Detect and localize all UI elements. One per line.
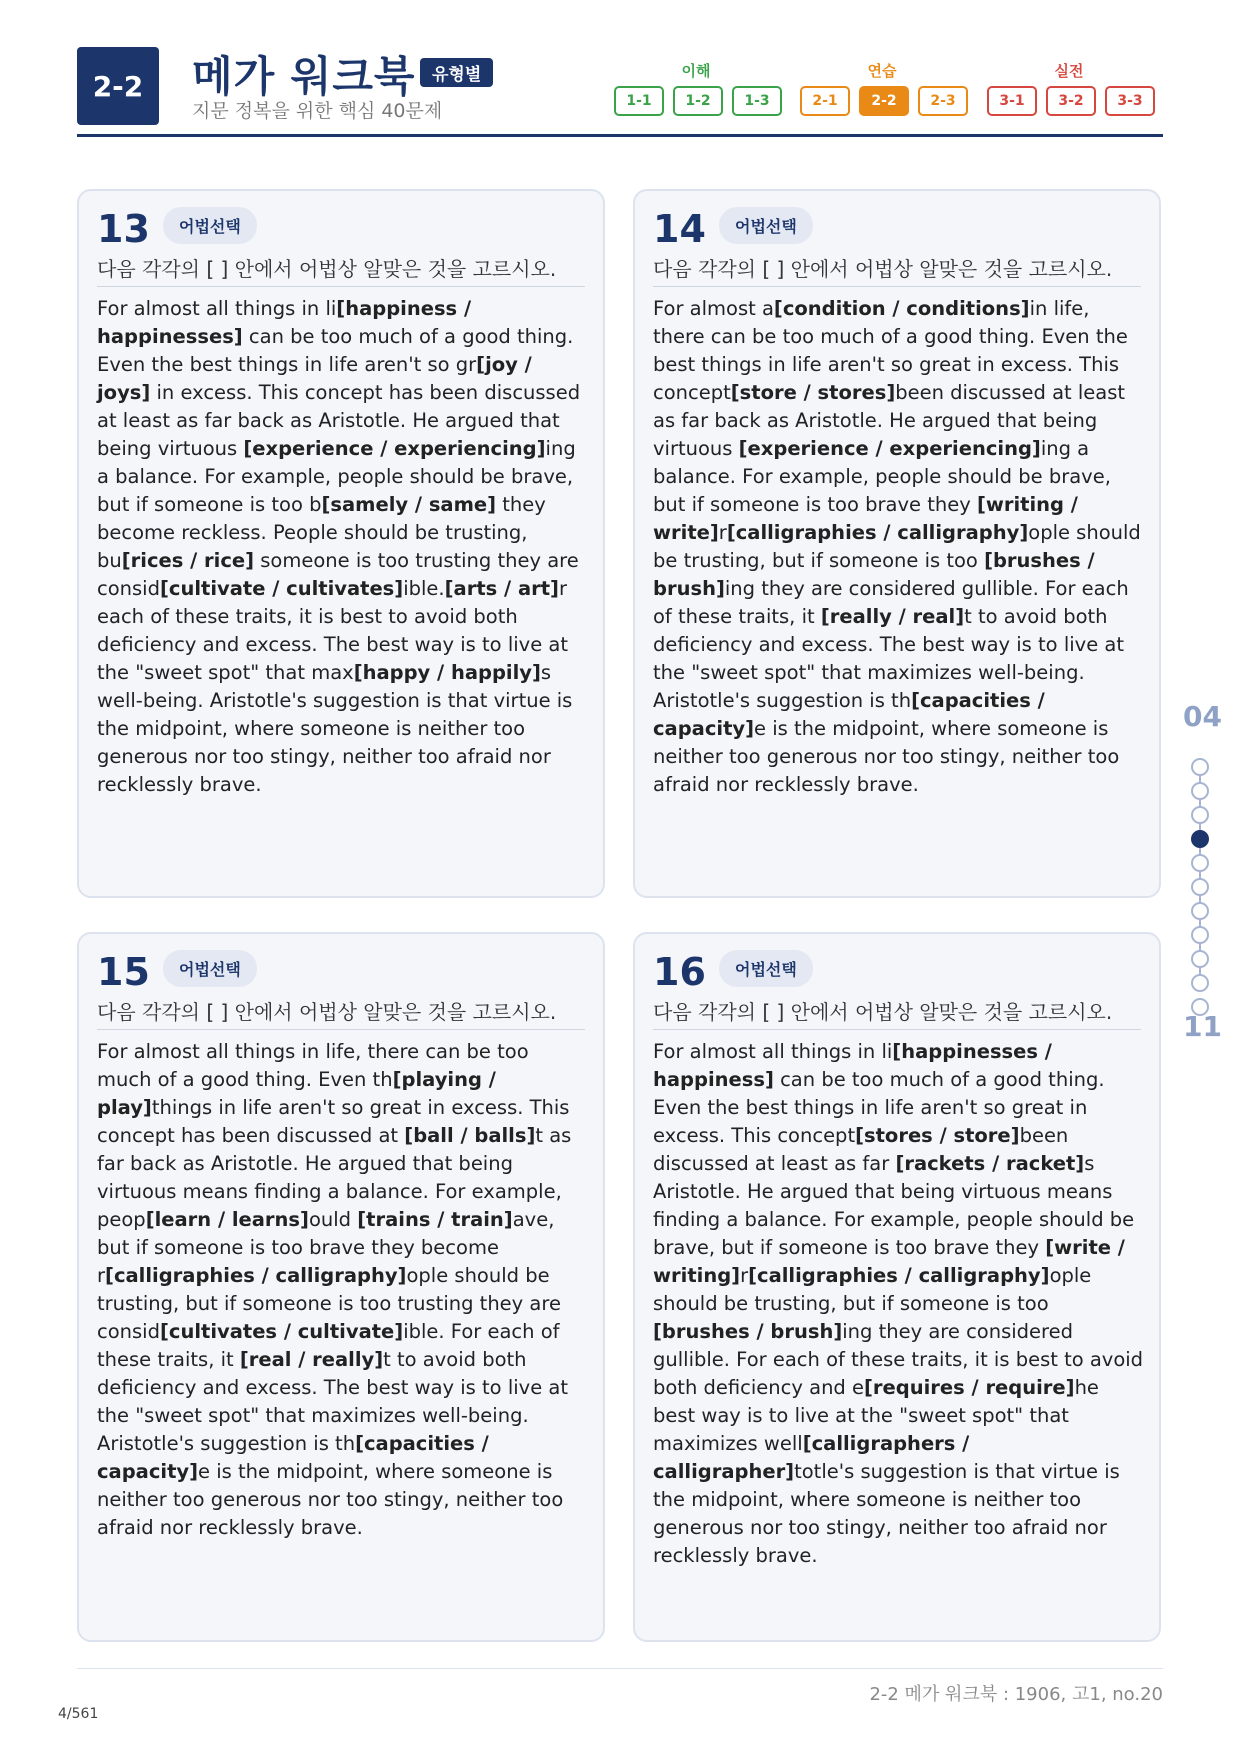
passage-segment: t to avoid both deficiency and excess. The best way is to live at the "sweet spot" that maximizes well-being. Aristotle's suggestion is th (653, 605, 1124, 712)
grammar-choice: [requires / require] (864, 1376, 1075, 1399)
grammar-choice: [writing / write] (653, 493, 1078, 544)
footer-source: 2-2 메가 워크북 : 1906, 고1, no.20 (869, 1684, 1163, 1705)
question-instruction: 다음 각각의 [ ] 안에서 어법상 알맞은 것을 고르시오. (97, 1000, 557, 1024)
grammar-choice: [calligraphies / calligraphy] (105, 1264, 407, 1287)
unit-badge: 2-2 (77, 47, 159, 125)
passage-segment: things in life aren't so great in excess. This concept has been discussed at (97, 1096, 570, 1147)
passage-segment: in life, there can be too much of a good thing. Even the best things in life aren't so great in excess. This concept (653, 297, 1128, 404)
passage-segment: t as far back as Aristotle. He argued that being virtuous means finding a balance. For example, peop (97, 1124, 572, 1231)
side-nav-dot[interactable] (1191, 854, 1209, 872)
side-nav-dot[interactable] (1191, 758, 1209, 776)
level-button-3-3[interactable]: 3-3 (1105, 86, 1155, 116)
passage-segment: ible. (403, 577, 445, 600)
grammar-choice: [learn / learns] (145, 1208, 309, 1231)
passage-text (653, 295, 1145, 799)
passage-segment: in excess. This concept has been discussed at least as far back as Aristotle. He argued that being virtuous (97, 381, 581, 460)
instruction-divider (97, 286, 585, 287)
type-tag: 유형별 (420, 58, 493, 87)
workbook-title: 메가 워크북 (192, 52, 416, 101)
passage-segment: ing a balance. For example, people should be brave, but if someone is too b (97, 437, 576, 516)
question-card-15 (77, 932, 605, 1642)
passage-segment: For almost all things in li (97, 297, 337, 320)
grammar-choice: [cultivate / cultivates] (159, 577, 404, 600)
question-instruction: 다음 각각의 [ ] 안에서 어법상 알맞은 것을 고르시오. (97, 257, 557, 281)
question-card-13 (77, 189, 605, 898)
side-nav-dot[interactable] (1191, 974, 1209, 992)
level-button-1-3[interactable]: 1-3 (732, 86, 782, 116)
side-nav-dot[interactable] (1191, 806, 1209, 824)
level-group-label: 이해 (681, 62, 711, 80)
passage-segment: For almost a (653, 297, 774, 320)
grammar-choice: [store / stores] (730, 381, 896, 404)
side-nav-start-label: 04 (1183, 700, 1222, 733)
grammar-choice: [brushes / brush] (653, 549, 1095, 600)
question-number: 15 (97, 950, 150, 994)
passage-segment: r (740, 1264, 749, 1287)
footer-divider (77, 1668, 1163, 1669)
side-nav-dot[interactable] (1191, 782, 1209, 800)
question-type-badge: 어법선택 (163, 207, 257, 244)
passage-segment: ing a balance. For example, people should be brave, but if someone is too brave they (653, 437, 1111, 516)
question-number: 14 (653, 207, 706, 251)
passage-segment: he best way is to live at the "sweet spot" that maximizes well (653, 1376, 1099, 1455)
passage-segment: r each of these traits, it is best to avoid both deficiency and excess. The best way is to live at the "sweet spot" that max (97, 577, 568, 684)
level-button-2-2[interactable]: 2-2 (859, 86, 909, 116)
grammar-choice: [happinesses / happiness] (653, 1040, 1052, 1091)
question-instruction: 다음 각각의 [ ] 안에서 어법상 알맞은 것을 고르시오. (653, 257, 1113, 281)
question-type-badge: 어법선택 (719, 950, 813, 987)
grammar-choice: [happiness / happinesses] (97, 297, 472, 348)
grammar-choice: [trains / train] (357, 1208, 513, 1231)
grammar-choice: [experience / experiencing] (738, 437, 1041, 460)
grammar-choice: [stores / store] (855, 1124, 1020, 1147)
passage-segment: can be too much of a good thing. Even the best things in life aren't so gr (97, 325, 574, 376)
question-card-14 (633, 189, 1161, 898)
passage-segment: ing they are considered gullible. For each of these traits, it is best to avoid both deficiency and e (653, 1320, 1144, 1399)
passage-text (97, 1038, 589, 1542)
instruction-divider (653, 1029, 1141, 1030)
passage-segment: ople should be trusting, but if someone is too (653, 1264, 1092, 1315)
passage-segment: ave, but if someone is too brave they become r (97, 1208, 555, 1287)
page-number: 4/561 (58, 1706, 99, 1722)
passage-segment: ople should be trusting, but if someone is too trusting they are consid (97, 1264, 561, 1343)
passage-segment: someone is too trusting they are consid (97, 549, 579, 600)
level-button-3-1[interactable]: 3-1 (987, 86, 1037, 116)
passage-segment: r (718, 521, 727, 544)
question-number: 13 (97, 207, 150, 251)
passage-segment: For almost all things in li (653, 1040, 893, 1063)
grammar-choice: [write / writing] (653, 1236, 1125, 1287)
passage-segment: they become reckless. People should be trusting, bu (97, 493, 546, 572)
grammar-choice: [ball / balls] (404, 1124, 536, 1147)
grammar-choice: [arts / art] (444, 577, 559, 600)
level-button-3-2[interactable]: 3-2 (1046, 86, 1096, 116)
grammar-choice: [happy / happily] (353, 661, 541, 684)
passage-segment: t to avoid both deficiency and excess. The best way is to live at the "sweet spot" that maximizes well-being. Aristotle's suggestion is th (97, 1348, 568, 1455)
grammar-choice: [cultivates / cultivate] (159, 1320, 404, 1343)
question-type-badge: 어법선택 (719, 207, 813, 244)
passage-text (653, 1038, 1145, 1570)
grammar-choice: [samely / same] (321, 493, 497, 516)
grammar-choice: [capacities / capacity] (653, 689, 1045, 740)
level-button-2-3[interactable]: 2-3 (918, 86, 968, 116)
question-type-badge: 어법선택 (163, 950, 257, 987)
side-nav-dot[interactable] (1191, 926, 1209, 944)
passage-segment: been discussed at least as far back as Aristotle. He argued that being virtuous (653, 381, 1126, 460)
passage-segment: e is the midpoint, where someone is neither too generous nor too stingy, neither too afraid nor recklessly brave. (97, 1460, 564, 1539)
level-button-1-2[interactable]: 1-2 (673, 86, 723, 116)
grammar-choice: [condition / conditions] (773, 297, 1030, 320)
side-nav-dot[interactable] (1191, 878, 1209, 896)
passage-segment: ople should be trusting, but if someone is too (653, 521, 1141, 572)
grammar-choice: [calligraphies / calligraphy] (748, 1264, 1050, 1287)
passage-segment: s well-being. Aristotle's suggestion is that virtue is the midpoint, where someone is neither too generous nor too stingy, neither too afraid nor recklessly brave. (97, 661, 573, 796)
question-instruction: 다음 각각의 [ ] 안에서 어법상 알맞은 것을 고르시오. (653, 1000, 1113, 1024)
passage-segment: For almost all things in life, there can be too much of a good thing. Even th (97, 1040, 529, 1091)
passage-segment: s Aristotle. He argued that being virtuous means finding a balance. For example, people should be brave, but if someone is too brave they (653, 1152, 1135, 1259)
instruction-divider (97, 1029, 585, 1030)
grammar-choice: [experience / experiencing] (243, 437, 546, 460)
passage-text (97, 295, 589, 799)
workbook-subtitle: 지문 정복을 위한 핵심 40문제 (192, 100, 443, 122)
grammar-choice: [real / really] (239, 1348, 384, 1371)
side-nav-dot[interactable] (1191, 902, 1209, 920)
side-nav-dot[interactable] (1191, 950, 1209, 968)
grammar-choice: [capacities / capacity] (97, 1432, 489, 1483)
grammar-choice: [calligraphers / calligrapher] (653, 1432, 970, 1483)
passage-segment: can be too much of a good thing. Even the best things in life aren't so great in excess. This concept (653, 1068, 1105, 1147)
level-group-label: 연습 (867, 62, 897, 80)
grammar-choice: [really / real] (820, 605, 965, 628)
passage-segment: ing they are considered gullible. For each of these traits, it (653, 577, 1129, 628)
grammar-choice: [playing / play] (97, 1068, 496, 1119)
grammar-choice: [calligraphies / calligraphy] (726, 521, 1029, 544)
grammar-choice: [brushes / brush] (653, 1320, 843, 1343)
level-button-2-1[interactable]: 2-1 (800, 86, 850, 116)
question-card-16 (633, 932, 1161, 1642)
question-number: 16 (653, 950, 706, 994)
level-button-1-1[interactable]: 1-1 (614, 86, 664, 116)
passage-segment: ould (308, 1208, 358, 1231)
level-group-label: 실전 (1054, 62, 1084, 80)
header-divider (77, 134, 1163, 137)
grammar-choice: [joy / joys] (97, 353, 532, 404)
side-nav-end-label: 11 (1183, 1010, 1222, 1043)
grammar-choice: [rices / rice] (121, 549, 255, 572)
grammar-choice: [rackets / racket] (895, 1152, 1085, 1175)
side-nav-dot[interactable] (1191, 830, 1209, 848)
passage-segment: totle's suggestion is that virtue is the midpoint, where someone is neither too generous nor too stingy, neither too afraid nor recklessly brave. (653, 1460, 1120, 1567)
passage-segment: been discussed at least as far (653, 1124, 1069, 1175)
passage-segment: ible. For each of these traits, it (97, 1320, 560, 1371)
instruction-divider (653, 286, 1141, 287)
passage-segment: e is the midpoint, where someone is neither too generous nor too stingy, neither too afraid nor recklessly brave. (653, 717, 1120, 796)
